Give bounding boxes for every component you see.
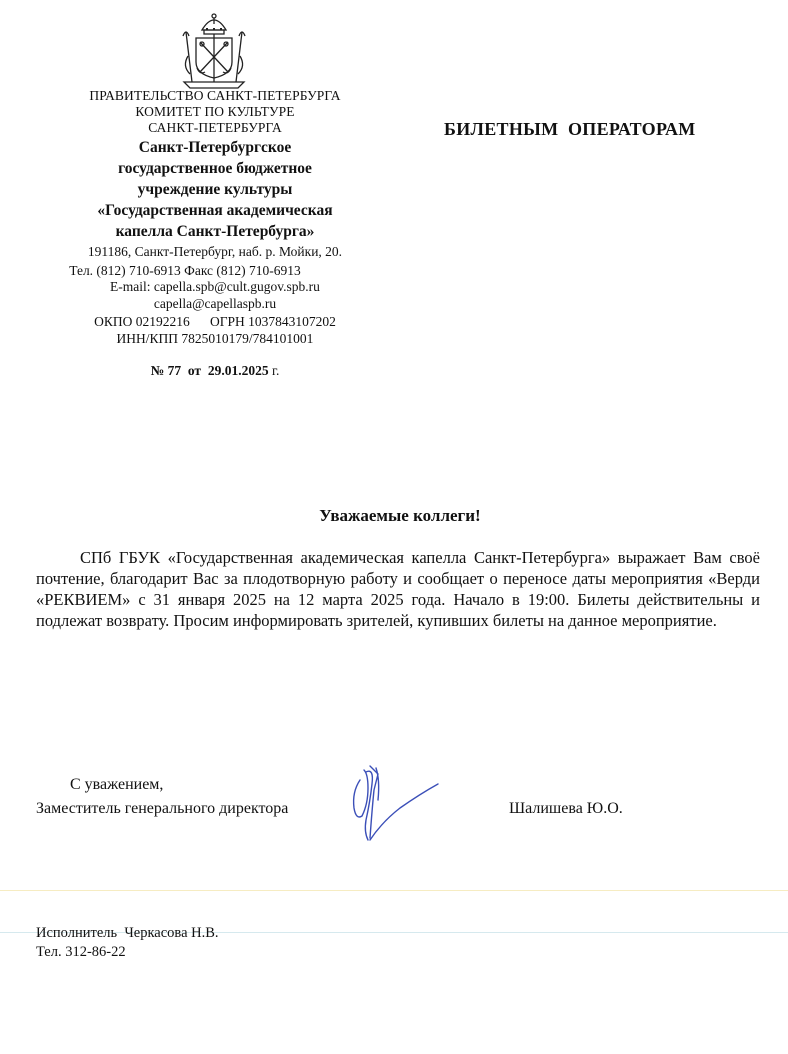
executor: Исполнитель Черкасова Н.В. [36,925,219,941]
closing-phrase: С уважением, [70,776,164,793]
org-inn-kpp: ИНН/КПП 7825010179/784101001 [116,331,314,346]
handwritten-signature [340,760,450,850]
org-name-line: «Государственная академическая [97,202,333,219]
org-email-2: capella@capellaspb.ru [153,296,277,311]
doc-number-prefix: № [150,363,165,378]
doc-number: 77 [167,363,182,378]
org-address: 191186, Санкт-Петербург, наб. р. Мойки, 20. [87,244,343,259]
org-name-line: учреждение культуры [137,181,293,198]
doc-date-prefix: от [187,363,202,378]
org-name-line: Санкт-Петербургское [138,139,292,156]
org-email-1: E-mail: capella.spb@cult.gugov.spb.ru [110,279,320,294]
footer-divider-yellow [0,890,788,891]
executor-phone: Тел. 312-86-22 [36,944,126,960]
org-phone-fax: Тел. (812) 710-6913 Факс (812) 710-6913 [69,263,301,278]
city-line: САНКТ-ПЕТЕРБУРГА [148,120,282,135]
saint-petersburg-coat-of-arms-icon [178,12,250,90]
salutation: Уважаемые коллеги! [319,506,481,525]
signer-position: Заместитель генерального директора [36,800,289,817]
committee-line: КОМИТЕТ ПО КУЛЬТУРЕ [135,104,295,119]
government-line: ПРАВИТЕЛЬСТВО САНКТ-ПЕТЕРБУРГА [89,88,341,103]
org-okpo-ogrn: ОКПО 02192216 ОГРН 1037843107202 [94,314,336,329]
org-name-line: капелла Санкт-Петербурга» [115,223,315,240]
addressee: БИЛЕТНЫМ ОПЕРАТОРАМ [444,119,696,139]
letter-body [36,547,760,631]
signer-name: Шалишева Ю.О. [509,800,623,817]
document-number-date [0,363,430,379]
body-paragraph: СПб ГБУК «Государственная академическая капелла Санкт-Петербурга» выражает Вам своё почтение, благодарит Вас за плодотворную работу и сообщает о переносе даты мероприятия «Верди «РЕКВИЕМ» с 31 января 2025 на 12 марта 2025 года. Начало в 19:00. Билеты действительны и подлежат возврату. Просим информировать зрителей, купивших билеты на данное мероприятие. [36,548,760,630]
org-name-line: государственное бюджетное [118,160,312,177]
doc-date: 29.01.2025 [207,363,269,378]
doc-date-suffix: г. [271,363,280,378]
